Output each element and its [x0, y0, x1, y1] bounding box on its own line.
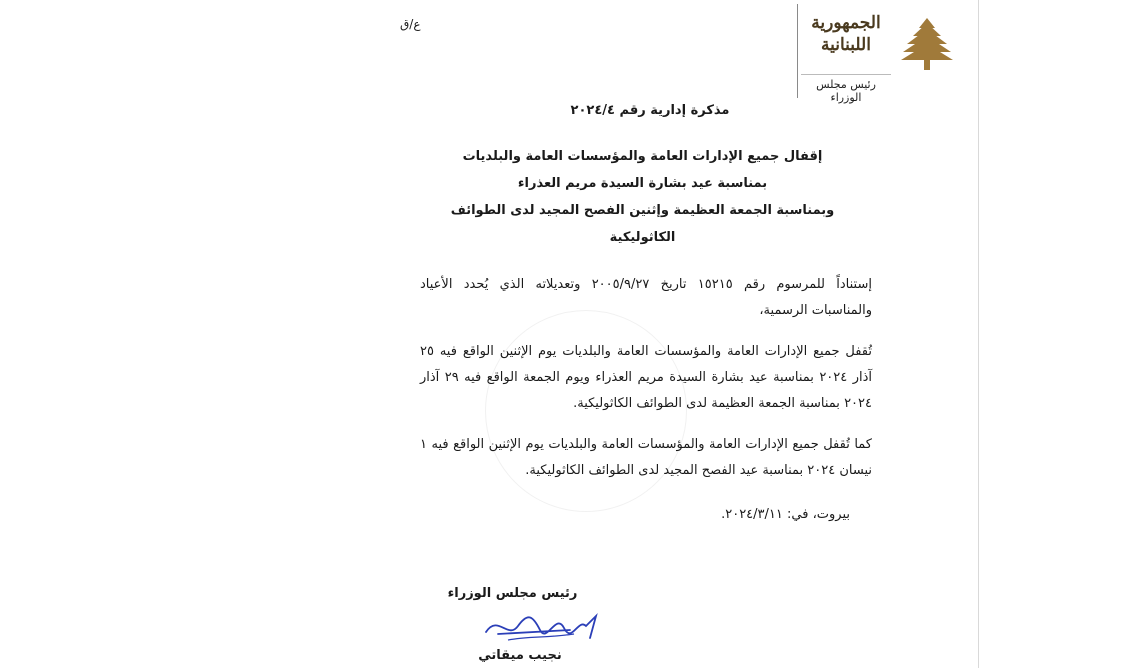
subject-line: إقفال جميع الإدارات العامة والمؤسسات العامة والبلديات [462, 149, 823, 164]
signatory-title: رئيس مجلس الوزراء [447, 586, 578, 601]
office-name: رئيس مجلس الوزراء [801, 74, 891, 104]
page-edge [978, 0, 979, 668]
body-paragraph: إستناداً للمرسوم رقم ١٥٢١٥ تاريخ ٢٠٠٥/٩/٢٧ وتعديلاته الذي يُحدد الأعياد والمناسبات الرسمية، [420, 277, 872, 318]
memo-body [420, 272, 872, 499]
letterhead [797, 4, 963, 104]
subject-line: بمناسبة عيد بشارة السيدة مريم العذراء [517, 176, 768, 191]
subject-line: وبمناسبة الجمعة العظيمة وإثنين الفصح المجيد لدى الطوائف الكاثوليكية [450, 203, 835, 245]
signatory-name: نجيب ميقاتي [478, 648, 562, 663]
body-paragraph: كما تُقفل جميع الإدارات العامة والمؤسسات العامة والبلديات يوم الإثنين الواقع فيه ١ نيسان ٢٠٢٤ بمناسبة عيد الفصح المجيد لدى الطوائف الكاثوليكية. [420, 437, 872, 478]
body-paragraph: تُقفل جميع الإدارات العامة والمؤسسات العامة والبلديات يوم الإثنين الواقع فيه ٢٥ آذار ٢٠٢٤ بمناسبة عيد بشارة السيدة مريم العذراء ويوم الجمعة الواقع فيه ٢٩ آذار ٢٠٢٤ بمناسبة الجمعة العظيمة لدى الطوائف الكاثوليكية. [420, 344, 872, 411]
republic-name: الجمهورية اللبنانية [811, 13, 881, 55]
date-line: بيروت، في: ٢٠٢٤/٣/١١. [721, 507, 850, 522]
memo-subject [440, 143, 845, 251]
handwritten-signature-icon [478, 604, 608, 650]
cedar-crest-icon [897, 14, 957, 74]
memo-title: مذكرة إدارية رقم ٢٠٢٤/٤ [570, 103, 730, 118]
reference-code: ع/ق [400, 17, 421, 31]
